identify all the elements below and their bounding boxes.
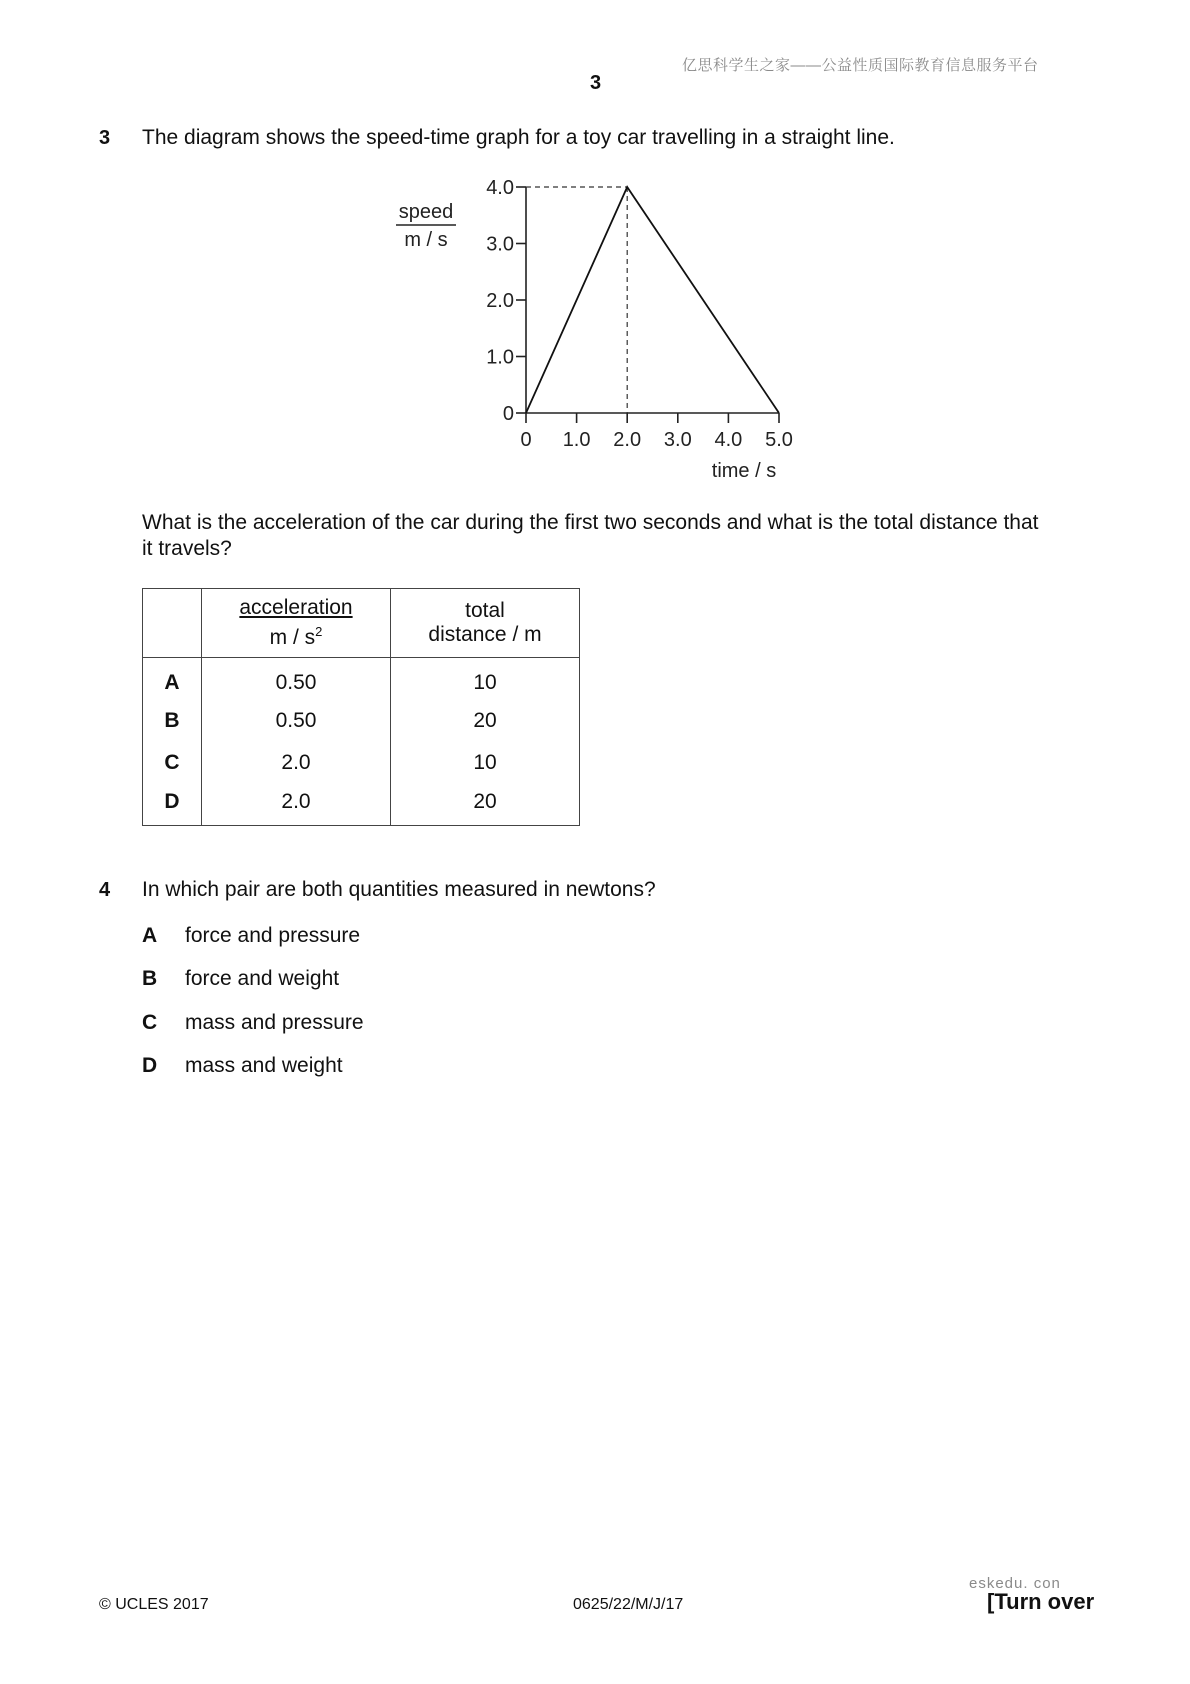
question-4-number: 4 xyxy=(99,879,111,901)
copyright: © UCLES 2017 xyxy=(99,1596,209,1613)
question-3-prompt-line-1: What is the acceleration of the car during the first two seconds and what is the total distance that xyxy=(142,511,1039,534)
header-acceleration xyxy=(202,589,391,658)
y-tick-label: 3.0 xyxy=(486,233,514,256)
page-number: 3 xyxy=(590,72,602,94)
row-distance: 10 xyxy=(391,658,580,700)
table-row xyxy=(143,742,580,784)
axes xyxy=(526,187,779,413)
row-acceleration: 0.50 xyxy=(202,700,391,742)
y-tick-label: 2.0 xyxy=(486,290,514,312)
turn-over: [Turn over xyxy=(987,1589,1095,1614)
x-tick-label: 4.0 xyxy=(714,429,743,451)
row-letter: C xyxy=(143,742,202,784)
option-d-text: mass and weight xyxy=(185,1054,343,1077)
row-distance: 20 xyxy=(391,700,580,742)
x-tick-label: 5.0 xyxy=(765,429,793,451)
data-series xyxy=(526,187,779,413)
x-tick-label: 1.0 xyxy=(562,429,591,451)
option-c-letter: C xyxy=(142,1011,158,1034)
x-tick-label: 3.0 xyxy=(663,429,692,451)
header-total-distance-top: total xyxy=(465,599,505,622)
header-acceleration-unit: m / s xyxy=(269,626,316,649)
y-tick-label: 4.0 xyxy=(486,177,514,199)
watermark-header: 亿思科学生之家——公益性质国际教育信息服务平台 xyxy=(682,57,1039,74)
option-b-text: force and weight xyxy=(185,967,340,990)
y-tick-label: 0 xyxy=(502,403,514,425)
header-total-distance xyxy=(391,589,580,658)
row-letter: A xyxy=(143,658,202,700)
x-axis-label: time / s xyxy=(711,460,777,482)
series-line-speed xyxy=(526,187,779,413)
row-acceleration: 2.0 xyxy=(202,742,391,784)
header-acceleration-label: acceleration xyxy=(239,596,353,619)
table-row xyxy=(143,784,580,826)
answer-table xyxy=(142,588,580,826)
table-row xyxy=(143,658,580,700)
paper-code: 0625/22/M/J/17 xyxy=(573,1596,684,1613)
question-4-text: In which pair are both quantities measured in newtons? xyxy=(142,878,656,901)
option-a-text: force and pressure xyxy=(185,924,361,947)
table-row xyxy=(143,700,580,742)
row-acceleration: 2.0 xyxy=(202,784,391,826)
watermark-footer: eskedu. con xyxy=(969,1575,1061,1592)
row-letter: D xyxy=(143,784,202,826)
row-distance: 20 xyxy=(391,784,580,826)
question-3-number: 3 xyxy=(99,127,111,149)
question-3-text: The diagram shows the speed-time graph for a toy car travelling in a straight line. xyxy=(142,126,895,149)
y-axis-label-bottom: m / s xyxy=(404,229,448,251)
header-acceleration-unit-exponent: 2 xyxy=(315,624,323,639)
question-3-prompt-line-2: it travels? xyxy=(142,537,232,560)
row-distance: 10 xyxy=(391,742,580,784)
y-axis-label-top: speed xyxy=(398,201,454,223)
tick-marks xyxy=(486,177,793,451)
option-c-text: mass and pressure xyxy=(185,1011,364,1034)
x-tick-label: 0 xyxy=(520,429,532,451)
header-total-distance-bottom: distance / m xyxy=(428,623,542,646)
option-d-letter: D xyxy=(142,1054,158,1077)
option-a-letter: A xyxy=(142,924,158,947)
x-tick-label: 2.0 xyxy=(613,429,642,451)
row-letter: B xyxy=(143,700,202,742)
speed-time-graph xyxy=(380,168,820,488)
table-corner-cell xyxy=(143,589,202,658)
row-acceleration: 0.50 xyxy=(202,658,391,700)
option-b-letter: B xyxy=(142,967,158,990)
y-tick-label: 1.0 xyxy=(486,346,514,369)
